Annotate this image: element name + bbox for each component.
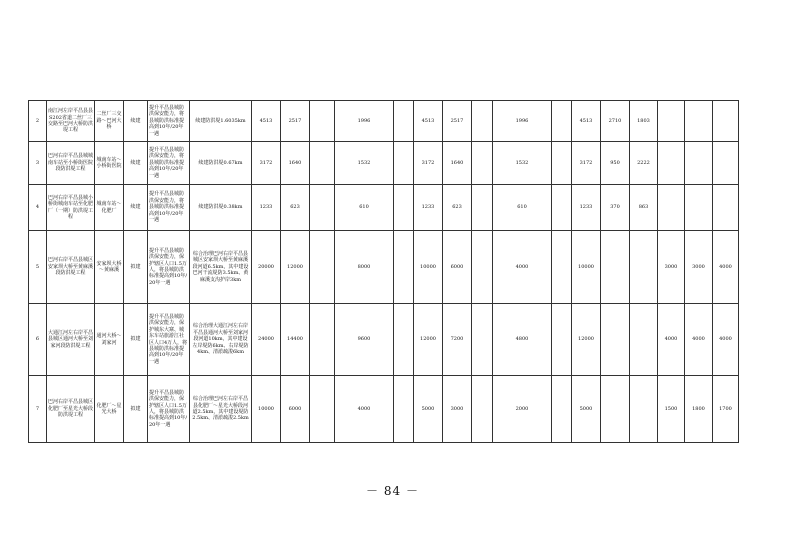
content-cell: 综合治理巴河右岸平昌县城区安家坝大桥至黄麻溪段河道6.5km，其中建设巴河干流堤防3.5km、黄麻溪支沟护岸3km [190,231,252,304]
value-cell: 4000 [685,304,713,376]
value-cell [713,101,739,142]
construction-type-cell: 续建 [124,185,148,231]
value-cell [394,185,414,231]
value-cell: 24000 [252,304,281,376]
location-cell: 城南车站～化肥厂 [95,185,124,231]
goal-cell: 提升平昌县城防洪保安能力，保护辖区人口1.5万人，将县城防洪标准提高到10年/20年一遇 [148,231,190,304]
value-cell: 4513 [414,101,443,142]
goal-cell: 提升平昌县城防洪保安能力，保护城东大寨、城东车站旅游江社区人口4万人，将县城防洪标准提高到10年/20年一遇 [148,304,190,376]
page-number: － 84 － [366,484,419,498]
value-cell [552,185,572,231]
location-cell: 通河大桥～刘家河 [95,304,124,376]
goal-cell: 提升平昌县城防洪保安能力，将县城防洪标准提高到10年/20年一遇 [148,185,190,231]
value-cell [552,304,572,376]
value-cell [713,185,739,231]
value-cell: 610 [335,185,394,231]
value-cell: 1532 [493,142,552,185]
value-cell [310,231,335,304]
value-cell [472,231,493,304]
construction-type-cell: 拟建 [124,304,148,376]
value-cell: 12000 [281,231,310,304]
value-cell [552,142,572,185]
value-cell: 12000 [572,304,601,376]
value-cell: 4513 [252,101,281,142]
value-cell [394,304,414,376]
value-cell: 1996 [335,101,394,142]
row-number-cell: 7 [29,376,47,443]
location-cell: 化肥厂～星光大桥 [95,376,124,443]
project-name-cell: 大通江河左右岸平昌县城区通河大桥至刘家河段防洪堤工程 [47,304,95,376]
value-cell [601,231,630,304]
table-row [29,101,739,142]
goal-cell: 提升平昌县城防洪保安能力，将县城防洪标准提高到10年/20年一遇 [148,142,190,185]
value-cell [472,304,493,376]
value-cell [310,376,335,443]
project-name-cell: 巴河右岸平昌县城小桥街城南车站至化肥厂（一期）防洪堤工程 [47,185,95,231]
value-cell [552,101,572,142]
value-cell [310,101,335,142]
content-cell: 综合治理巴河左右岸平昌县化肥厂～星光大桥段河道2.5km，其中建设堤防2.5km、清淤疏浚2.5km [190,376,252,443]
value-cell [630,231,658,304]
value-cell: 863 [630,185,658,231]
value-cell: 1996 [493,101,552,142]
value-cell [552,376,572,443]
table-row [29,185,739,231]
value-cell: 1800 [685,376,713,443]
value-cell: 9600 [335,304,394,376]
value-cell [713,142,739,185]
project-name-cell: 巴河右岸平昌县城区化肥厂至星光大桥段防洪堤工程 [47,376,95,443]
value-cell [685,101,713,142]
value-cell: 12000 [414,304,443,376]
value-cell: 20000 [252,231,281,304]
construction-type-cell: 拟建 [124,376,148,443]
table-row [29,142,739,185]
row-number-cell: 6 [29,304,47,376]
value-cell: 4000 [713,304,739,376]
table-row [29,231,739,304]
value-cell [310,185,335,231]
project-name-cell: 巴河右岸平昌县城城南车站至小桥街医院段防洪堤工程 [47,142,95,185]
value-cell: 4000 [658,304,685,376]
goal-cell: 提升平昌县城防洪保安能力，保护辖区人口1.5万人，将县城防洪标准提高到10年/20年一遇 [148,376,190,443]
value-cell [685,185,713,231]
table-row [29,376,739,443]
value-cell [552,231,572,304]
table-row [29,304,739,376]
value-cell: 4800 [493,304,552,376]
value-cell [394,376,414,443]
value-cell: 370 [601,185,630,231]
value-cell: 1233 [414,185,443,231]
value-cell: 6000 [443,231,472,304]
content-cell: 续建防洪堤1.6035km [190,101,252,142]
value-cell: 1532 [335,142,394,185]
value-cell: 950 [601,142,630,185]
goal-cell: 提升平昌县城防洪保安能力，将县城防洪标准提高到10年/20年一遇 [148,101,190,142]
value-cell: 1500 [658,376,685,443]
value-cell: 3000 [658,231,685,304]
value-cell [658,185,685,231]
value-cell: 1640 [443,142,472,185]
value-cell: 1233 [572,185,601,231]
value-cell [472,101,493,142]
value-cell: 4000 [713,231,739,304]
value-cell: 1640 [281,142,310,185]
value-cell: 14400 [281,304,310,376]
value-cell: 6000 [281,376,310,443]
value-cell: 4000 [493,231,552,304]
value-cell: 2517 [281,101,310,142]
value-cell [601,304,630,376]
value-cell: 10000 [414,231,443,304]
value-cell: 10000 [572,231,601,304]
value-cell [658,101,685,142]
value-cell: 2222 [630,142,658,185]
value-cell: 4513 [572,101,601,142]
location-cell: 城南车站～小桥街医院 [95,142,124,185]
value-cell: 7200 [443,304,472,376]
value-cell [472,376,493,443]
value-cell [394,142,414,185]
location-cell: 安家坝大桥～黄麻溪 [95,231,124,304]
value-cell [310,304,335,376]
value-cell [394,231,414,304]
content-cell: 续建防洪堤0.67km [190,142,252,185]
location-cell: 二丝厂三交路～巴河大桥 [95,101,124,142]
project-name-cell: 南江河左岸平昌县县S202省道二丝厂三交路至巴河大桥防洪堤工程 [47,101,95,142]
value-cell [394,101,414,142]
construction-type-cell: 续建 [124,101,148,142]
row-number-cell: 3 [29,142,47,185]
content-cell: 续建防洪堤0.38km [190,185,252,231]
value-cell [601,376,630,443]
value-cell: 3000 [443,376,472,443]
value-cell: 610 [493,185,552,231]
value-cell: 2517 [443,101,472,142]
value-cell: 2710 [601,101,630,142]
value-cell [658,142,685,185]
value-cell: 2000 [493,376,552,443]
construction-type-cell: 拟建 [124,231,148,304]
value-cell: 5000 [414,376,443,443]
row-number-cell: 2 [29,101,47,142]
value-cell: 623 [443,185,472,231]
value-cell: 1700 [713,376,739,443]
value-cell: 623 [281,185,310,231]
value-cell: 5000 [572,376,601,443]
value-cell: 3000 [685,231,713,304]
value-cell [310,142,335,185]
value-cell: 1233 [252,185,281,231]
value-cell: 3172 [252,142,281,185]
project-table [28,100,739,443]
project-name-cell: 巴河右岸平昌县城区安家坝大桥至黄麻溪段防洪堤工程 [47,231,95,304]
value-cell: 10000 [252,376,281,443]
value-cell: 3172 [572,142,601,185]
value-cell: 3172 [414,142,443,185]
value-cell: 1803 [630,101,658,142]
value-cell [472,142,493,185]
content-cell: 综合治理大通江河左右岸平昌县通河大桥至刘家河段河道10km，其中建设左岸堤防6km、右岸堤防4km、清淤疏浚6km [190,304,252,376]
row-number-cell: 5 [29,231,47,304]
value-cell [472,185,493,231]
value-cell: 4000 [335,376,394,443]
row-number-cell: 4 [29,185,47,231]
construction-type-cell: 续建 [124,142,148,185]
value-cell [685,142,713,185]
value-cell [630,304,658,376]
value-cell: 8000 [335,231,394,304]
value-cell [630,376,658,443]
